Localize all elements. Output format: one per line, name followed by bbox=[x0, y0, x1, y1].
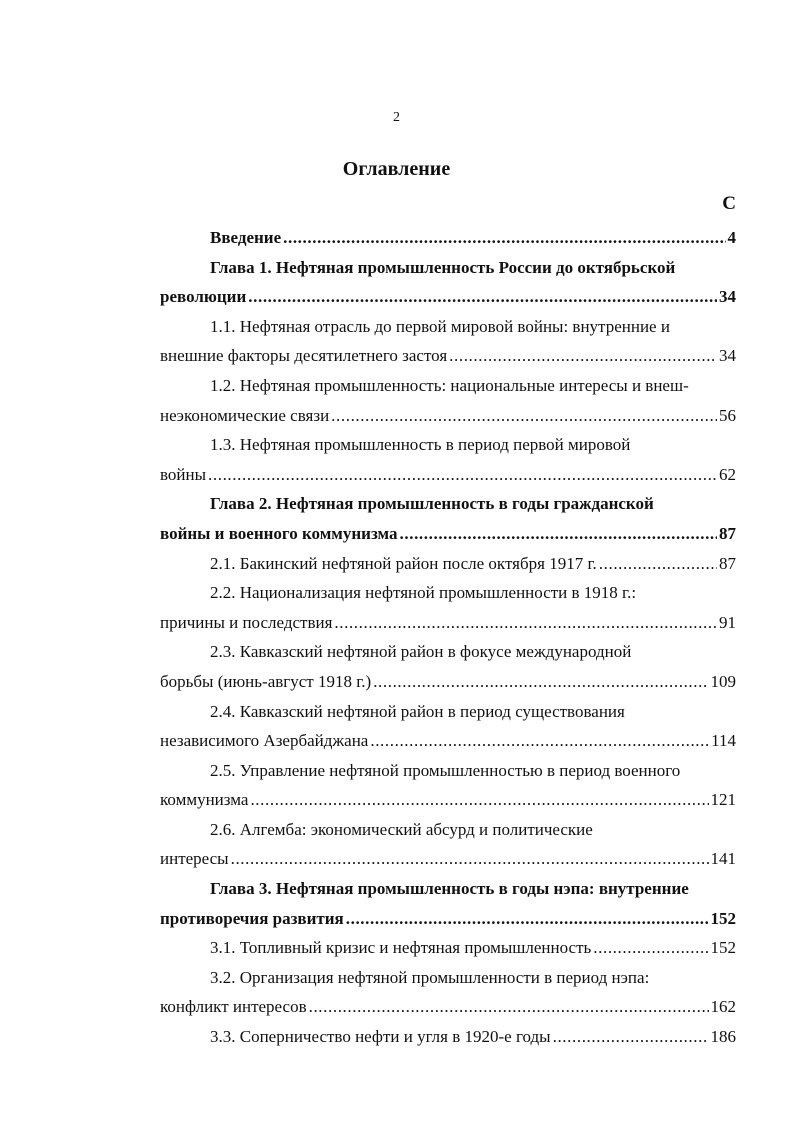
toc-entry-title-line: 1.2. Нефтяная промышленность: национальные интересы и внеш- bbox=[210, 375, 689, 395]
toc-entry[interactable] bbox=[160, 371, 736, 430]
toc-entry-last-line bbox=[160, 549, 736, 579]
toc-entry-text: внешние факторы десятилетнего застоя bbox=[160, 346, 448, 366]
toc-entry-page-number: 91 bbox=[719, 612, 736, 632]
toc-entry-text: борьбы (июнь-август 1918 г.) bbox=[160, 671, 372, 691]
toc-entry-text: Введение bbox=[210, 228, 282, 247]
toc-entry-page-number: 34 bbox=[719, 287, 736, 307]
toc-entry-title-line: 1.1. Нефтяная отрасль до первой мировой войны: внутренние и bbox=[210, 316, 670, 336]
dot-leader bbox=[373, 667, 708, 697]
toc-entry-last-line bbox=[160, 341, 736, 371]
dot-leader bbox=[449, 341, 717, 371]
dot-leader bbox=[331, 401, 717, 431]
toc-entry[interactable] bbox=[160, 549, 736, 579]
toc-entry-last-line bbox=[160, 282, 736, 312]
toc-entry-title-line: 2.5. Управление нефтяной промышленностью в период военного bbox=[210, 760, 681, 780]
toc-entry-title-line: 1.3. Нефтяная промышленность в период первой мировой bbox=[210, 435, 631, 455]
toc-entry-text: революции bbox=[160, 287, 247, 307]
toc-entry-page-number: 152 bbox=[710, 908, 736, 928]
toc-entry-last-line bbox=[160, 667, 736, 697]
toc-entry[interactable] bbox=[160, 489, 736, 548]
toc-entry-last-line bbox=[160, 992, 736, 1022]
page-number: 2 bbox=[393, 110, 400, 125]
toc-entry-text: неэкономические связи bbox=[160, 405, 330, 425]
toc-entry-last-line bbox=[160, 519, 736, 549]
toc-entry-title-line: 2.6. Алгемба: экономический абсурд и политические bbox=[210, 819, 593, 839]
toc-entry-title-line: 3.2. Организация нефтяной промышленности в период нэпа: bbox=[210, 967, 650, 987]
dot-leader bbox=[248, 282, 717, 312]
toc-entry-text: 3.3. Соперничество нефти и угля в 1920-е годы bbox=[210, 1027, 551, 1047]
toc-entry-page-number: 121 bbox=[710, 790, 736, 810]
toc-entry[interactable] bbox=[160, 223, 736, 253]
toc-entry-last-line bbox=[160, 726, 736, 756]
toc-entry[interactable] bbox=[160, 874, 736, 933]
toc-entry-title-line: Глава 2. Нефтяная промышленность в годы гражданской bbox=[210, 494, 654, 514]
toc-entry[interactable] bbox=[160, 1022, 736, 1052]
toc-entry-title-line: 2.2. Национализация нефтяной промышленности в 1918 г.: bbox=[210, 583, 637, 603]
toc-entry-text: причины и последствия bbox=[160, 612, 333, 632]
dot-leader bbox=[250, 785, 708, 815]
toc-entry[interactable] bbox=[160, 578, 736, 637]
toc-entry-last-line bbox=[160, 933, 736, 963]
toc-entry-text: противоречия развития bbox=[160, 908, 344, 928]
dot-leader bbox=[370, 726, 709, 756]
toc-entry-text: интересы bbox=[160, 849, 229, 869]
toc-entry[interactable] bbox=[160, 933, 736, 963]
toc-entry-last-line bbox=[160, 904, 736, 934]
toc-entry-last-line bbox=[160, 401, 736, 431]
toc-entry-page-number: 152 bbox=[710, 938, 736, 958]
toc-entry-text: войны и военного коммунизма bbox=[160, 523, 398, 543]
dot-leader bbox=[593, 933, 708, 963]
toc-entry[interactable] bbox=[160, 815, 736, 874]
toc-entry-last-line bbox=[160, 608, 736, 638]
dot-leader bbox=[553, 1022, 709, 1052]
toc-entry[interactable] bbox=[160, 963, 736, 1022]
toc-entry-page-number: 114 bbox=[711, 731, 736, 751]
toc-entry-page-number: 186 bbox=[710, 1027, 736, 1047]
toc-entry-page-number: 34 bbox=[719, 346, 736, 366]
toc-entry-title-line: 2.4. Кавказский нефтяной район в период существования bbox=[210, 701, 625, 721]
toc-entry[interactable] bbox=[160, 697, 736, 756]
dot-leader bbox=[208, 460, 717, 490]
toc-entry-title-line: 2.3. Кавказский нефтяной район в фокусе международной bbox=[210, 642, 632, 662]
toc-entry-last-line bbox=[160, 223, 736, 253]
toc-entry[interactable] bbox=[160, 637, 736, 696]
toc-entry-text: независимого Азербайджана bbox=[160, 731, 369, 751]
toc-entry-title-line: Глава 3. Нефтяная промышленность в годы нэпа: внутренние bbox=[210, 879, 689, 899]
toc-entry-last-line bbox=[160, 785, 736, 815]
toc-entry-page-number: 87 bbox=[719, 523, 736, 543]
toc-entry[interactable] bbox=[160, 312, 736, 371]
toc-entry-page-number: 141 bbox=[710, 849, 736, 869]
dot-leader bbox=[231, 844, 709, 874]
toc-entry-last-line bbox=[160, 1022, 736, 1052]
dot-leader bbox=[283, 223, 725, 253]
toc-entry-page-number: 87 bbox=[719, 553, 736, 573]
table-of-contents bbox=[160, 223, 736, 1052]
toc-entry-last-line bbox=[160, 460, 736, 490]
toc-entry-page-number: 62 bbox=[719, 464, 736, 484]
toc-entry-page-number: 162 bbox=[710, 997, 736, 1017]
dot-leader bbox=[400, 519, 717, 549]
toc-entry[interactable] bbox=[160, 253, 736, 312]
dot-leader bbox=[599, 549, 717, 579]
page-column-header: С bbox=[722, 193, 736, 214]
page-title: Оглавление bbox=[342, 158, 451, 180]
toc-entry[interactable] bbox=[160, 756, 736, 815]
toc-entry-page-number: 4 bbox=[727, 228, 736, 247]
toc-entry-text: войны bbox=[160, 464, 207, 484]
toc-entry-page-number: 56 bbox=[719, 405, 736, 425]
toc-entry-page-number: 109 bbox=[710, 671, 736, 691]
toc-entry-text: коммунизма bbox=[160, 790, 249, 810]
dot-leader bbox=[334, 608, 717, 638]
toc-entry-title-line: Глава 1. Нефтяная промышленность России до октябрьской bbox=[210, 257, 676, 277]
dot-leader bbox=[309, 992, 709, 1022]
toc-entry-text: 3.1. Топливный кризис и нефтяная промышленность bbox=[210, 938, 592, 958]
toc-entry-last-line bbox=[160, 844, 736, 874]
toc-entry[interactable] bbox=[160, 430, 736, 489]
toc-entry-text: 2.1. Бакинский нефтяной район после октября 1917 г. bbox=[210, 553, 597, 573]
toc-entry-text: конфликт интересов bbox=[160, 997, 307, 1017]
dot-leader bbox=[346, 904, 709, 934]
